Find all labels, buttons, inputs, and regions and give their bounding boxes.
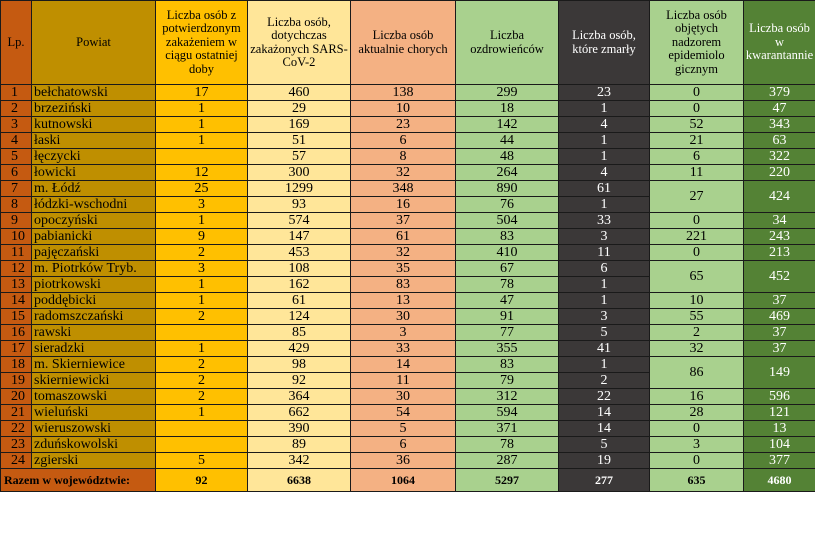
cell-powiat: kutnowski xyxy=(32,117,156,133)
cell-currently-sick: 30 xyxy=(351,309,456,325)
cell-currently-sick: 37 xyxy=(351,213,456,229)
cell-quarantine: 377 xyxy=(744,453,815,469)
cell-total-cases: 51 xyxy=(248,133,351,149)
cell-lp: 23 xyxy=(1,437,32,453)
cell-new-cases: 1 xyxy=(156,133,248,149)
cell-lp: 8 xyxy=(1,197,32,213)
cell-currently-sick: 13 xyxy=(351,293,456,309)
cell-quarantine: 63 xyxy=(744,133,815,149)
cell-deaths: 4 xyxy=(559,117,650,133)
cell-total-cases: 85 xyxy=(248,325,351,341)
cell-deaths: 2 xyxy=(559,373,650,389)
totals-recovered: 5297 xyxy=(456,469,559,492)
cell-deaths: 14 xyxy=(559,405,650,421)
cell-currently-sick: 10 xyxy=(351,101,456,117)
cell-total-cases: 92 xyxy=(248,373,351,389)
totals-deaths: 277 xyxy=(559,469,650,492)
header-recovered: Liczba ozdrowieńców xyxy=(456,1,559,85)
cell-new-cases: 1 xyxy=(156,277,248,293)
cell-lp: 9 xyxy=(1,213,32,229)
cell-currently-sick: 348 xyxy=(351,181,456,197)
cell-new-cases: 3 xyxy=(156,261,248,277)
cell-currently-sick: 5 xyxy=(351,421,456,437)
table-row xyxy=(1,405,815,421)
cell-supervised: 2 xyxy=(650,325,744,341)
cell-new-cases xyxy=(156,437,248,453)
cell-quarantine: 452 xyxy=(744,261,815,293)
cell-powiat: łódzki-wschodni xyxy=(32,197,156,213)
totals-currently-sick: 1064 xyxy=(351,469,456,492)
cell-powiat: piotrkowski xyxy=(32,277,156,293)
cell-lp: 14 xyxy=(1,293,32,309)
cell-total-cases: 1299 xyxy=(248,181,351,197)
cell-deaths: 1 xyxy=(559,101,650,117)
cell-powiat: brzeziński xyxy=(32,101,156,117)
totals-row xyxy=(1,469,815,492)
cell-recovered: 594 xyxy=(456,405,559,421)
cell-quarantine: 469 xyxy=(744,309,815,325)
cell-new-cases: 2 xyxy=(156,309,248,325)
cell-quarantine: 379 xyxy=(744,85,815,101)
cell-lp: 22 xyxy=(1,421,32,437)
cell-supervised: 10 xyxy=(650,293,744,309)
cell-recovered: 78 xyxy=(456,437,559,453)
cell-powiat: poddębicki xyxy=(32,293,156,309)
cell-new-cases: 9 xyxy=(156,229,248,245)
header-currently-sick: Liczba osób aktualnie chorych xyxy=(351,1,456,85)
cell-new-cases: 2 xyxy=(156,245,248,261)
cell-currently-sick: 6 xyxy=(351,133,456,149)
cell-new-cases xyxy=(156,149,248,165)
cell-currently-sick: 35 xyxy=(351,261,456,277)
cell-deaths: 4 xyxy=(559,165,650,181)
cell-new-cases xyxy=(156,325,248,341)
cell-total-cases: 147 xyxy=(248,229,351,245)
cell-quarantine: 104 xyxy=(744,437,815,453)
cell-powiat: łęczycki xyxy=(32,149,156,165)
cell-lp: 16 xyxy=(1,325,32,341)
header-lp: Lp. xyxy=(1,1,32,85)
cell-recovered: 504 xyxy=(456,213,559,229)
table-row xyxy=(1,101,815,117)
cell-deaths: 19 xyxy=(559,453,650,469)
cell-supervised: 0 xyxy=(650,85,744,101)
cell-total-cases: 93 xyxy=(248,197,351,213)
cell-total-cases: 108 xyxy=(248,261,351,277)
cell-deaths: 14 xyxy=(559,421,650,437)
cell-recovered: 77 xyxy=(456,325,559,341)
cell-total-cases: 300 xyxy=(248,165,351,181)
cell-recovered: 44 xyxy=(456,133,559,149)
cell-deaths: 1 xyxy=(559,293,650,309)
cell-supervised: 28 xyxy=(650,405,744,421)
totals-supervised: 635 xyxy=(650,469,744,492)
cell-recovered: 371 xyxy=(456,421,559,437)
cell-supervised: 221 xyxy=(650,229,744,245)
cell-powiat: wieluński xyxy=(32,405,156,421)
cell-lp: 12 xyxy=(1,261,32,277)
cell-currently-sick: 14 xyxy=(351,357,456,373)
cell-recovered: 890 xyxy=(456,181,559,197)
cell-lp: 18 xyxy=(1,357,32,373)
totals-new-cases: 92 xyxy=(156,469,248,492)
cell-recovered: 47 xyxy=(456,293,559,309)
cell-supervised: 86 xyxy=(650,357,744,389)
cell-quarantine: 243 xyxy=(744,229,815,245)
cell-recovered: 79 xyxy=(456,373,559,389)
cell-currently-sick: 32 xyxy=(351,165,456,181)
cell-new-cases xyxy=(156,421,248,437)
cell-supervised: 52 xyxy=(650,117,744,133)
table-row xyxy=(1,133,815,149)
cell-lp: 15 xyxy=(1,309,32,325)
table-row xyxy=(1,165,815,181)
cell-lp: 17 xyxy=(1,341,32,357)
cell-supervised: 6 xyxy=(650,149,744,165)
cell-quarantine: 37 xyxy=(744,341,815,357)
cell-supervised: 32 xyxy=(650,341,744,357)
cell-total-cases: 124 xyxy=(248,309,351,325)
header-row xyxy=(1,1,815,85)
cell-recovered: 67 xyxy=(456,261,559,277)
cell-currently-sick: 6 xyxy=(351,437,456,453)
cell-deaths: 22 xyxy=(559,389,650,405)
cell-new-cases: 1 xyxy=(156,341,248,357)
cell-currently-sick: 8 xyxy=(351,149,456,165)
cell-lp: 19 xyxy=(1,373,32,389)
table-row xyxy=(1,85,815,101)
totals-label: Razem w województwie: xyxy=(1,469,156,492)
cell-powiat: zgierski xyxy=(32,453,156,469)
table-row xyxy=(1,437,815,453)
cell-deaths: 3 xyxy=(559,229,650,245)
cell-total-cases: 29 xyxy=(248,101,351,117)
cell-currently-sick: 11 xyxy=(351,373,456,389)
cell-recovered: 83 xyxy=(456,357,559,373)
table-row xyxy=(1,453,815,469)
cell-recovered: 287 xyxy=(456,453,559,469)
table-row xyxy=(1,261,815,277)
cell-supervised: 55 xyxy=(650,309,744,325)
cell-new-cases: 1 xyxy=(156,101,248,117)
cell-currently-sick: 16 xyxy=(351,197,456,213)
cell-new-cases: 5 xyxy=(156,453,248,469)
cell-powiat: łowicki xyxy=(32,165,156,181)
cell-recovered: 312 xyxy=(456,389,559,405)
cell-recovered: 78 xyxy=(456,277,559,293)
cell-deaths: 33 xyxy=(559,213,650,229)
cell-lp: 21 xyxy=(1,405,32,421)
cell-recovered: 355 xyxy=(456,341,559,357)
cell-recovered: 76 xyxy=(456,197,559,213)
cell-total-cases: 662 xyxy=(248,405,351,421)
table-row xyxy=(1,357,815,373)
cell-total-cases: 169 xyxy=(248,117,351,133)
cell-supervised: 27 xyxy=(650,181,744,213)
cell-total-cases: 390 xyxy=(248,421,351,437)
cell-lp: 24 xyxy=(1,453,32,469)
header-quarantine: Liczba osób w kwarantannie xyxy=(744,1,815,85)
cell-supervised: 65 xyxy=(650,261,744,293)
cell-quarantine: 424 xyxy=(744,181,815,213)
cell-total-cases: 342 xyxy=(248,453,351,469)
cell-supervised: 0 xyxy=(650,213,744,229)
cell-lp: 7 xyxy=(1,181,32,197)
cell-total-cases: 364 xyxy=(248,389,351,405)
cell-deaths: 6 xyxy=(559,261,650,277)
table-row xyxy=(1,325,815,341)
cell-quarantine: 149 xyxy=(744,357,815,389)
cell-lp: 13 xyxy=(1,277,32,293)
cell-supervised: 11 xyxy=(650,165,744,181)
cell-deaths: 5 xyxy=(559,437,650,453)
cell-total-cases: 460 xyxy=(248,85,351,101)
cell-currently-sick: 36 xyxy=(351,453,456,469)
cell-recovered: 48 xyxy=(456,149,559,165)
cell-quarantine: 121 xyxy=(744,405,815,421)
cell-new-cases: 1 xyxy=(156,405,248,421)
cell-new-cases: 12 xyxy=(156,165,248,181)
table-row xyxy=(1,245,815,261)
table-row xyxy=(1,117,815,133)
cell-lp: 20 xyxy=(1,389,32,405)
cell-supervised: 0 xyxy=(650,101,744,117)
cell-total-cases: 61 xyxy=(248,293,351,309)
cell-quarantine: 213 xyxy=(744,245,815,261)
cell-quarantine: 37 xyxy=(744,325,815,341)
table-row xyxy=(1,293,815,309)
cell-deaths: 5 xyxy=(559,325,650,341)
cell-lp: 1 xyxy=(1,85,32,101)
cell-powiat: m. Łódź xyxy=(32,181,156,197)
cell-lp: 5 xyxy=(1,149,32,165)
cell-currently-sick: 61 xyxy=(351,229,456,245)
header-powiat: Powiat xyxy=(32,1,156,85)
cell-quarantine: 343 xyxy=(744,117,815,133)
cell-powiat: łaski xyxy=(32,133,156,149)
cell-new-cases: 1 xyxy=(156,293,248,309)
cell-deaths: 61 xyxy=(559,181,650,197)
table-row xyxy=(1,341,815,357)
cell-powiat: pabianicki xyxy=(32,229,156,245)
cell-recovered: 18 xyxy=(456,101,559,117)
header-supervised: Liczba osób objętych nadzorem epidemiolo gicznym xyxy=(650,1,744,85)
table-row xyxy=(1,181,815,197)
header-deaths: Liczba osób, które zmarły xyxy=(559,1,650,85)
cell-supervised: 0 xyxy=(650,421,744,437)
cell-supervised: 3 xyxy=(650,437,744,453)
totals-total-cases: 6638 xyxy=(248,469,351,492)
cell-quarantine: 13 xyxy=(744,421,815,437)
cell-supervised: 0 xyxy=(650,453,744,469)
cell-powiat: opoczyński xyxy=(32,213,156,229)
cell-lp: 11 xyxy=(1,245,32,261)
cell-powiat: skierniewicki xyxy=(32,373,156,389)
cell-supervised: 0 xyxy=(650,245,744,261)
cell-lp: 6 xyxy=(1,165,32,181)
cell-quarantine: 596 xyxy=(744,389,815,405)
cell-powiat: radomszczański xyxy=(32,309,156,325)
cell-new-cases: 25 xyxy=(156,181,248,197)
cell-lp: 3 xyxy=(1,117,32,133)
cell-deaths: 41 xyxy=(559,341,650,357)
cell-recovered: 299 xyxy=(456,85,559,101)
cell-currently-sick: 23 xyxy=(351,117,456,133)
cell-recovered: 91 xyxy=(456,309,559,325)
cell-powiat: zduńskowolski xyxy=(32,437,156,453)
cell-deaths: 23 xyxy=(559,85,650,101)
cell-new-cases: 1 xyxy=(156,213,248,229)
cell-powiat: m. Skierniewice xyxy=(32,357,156,373)
cell-new-cases: 3 xyxy=(156,197,248,213)
cell-quarantine: 34 xyxy=(744,213,815,229)
cell-quarantine: 220 xyxy=(744,165,815,181)
cell-total-cases: 429 xyxy=(248,341,351,357)
cell-lp: 2 xyxy=(1,101,32,117)
cell-deaths: 1 xyxy=(559,277,650,293)
table-row xyxy=(1,213,815,229)
cell-powiat: bełchatowski xyxy=(32,85,156,101)
cell-total-cases: 57 xyxy=(248,149,351,165)
cell-recovered: 264 xyxy=(456,165,559,181)
table-row xyxy=(1,149,815,165)
cell-supervised: 21 xyxy=(650,133,744,149)
cell-lp: 10 xyxy=(1,229,32,245)
cell-powiat: tomaszowski xyxy=(32,389,156,405)
cell-powiat: wieruszowski xyxy=(32,421,156,437)
cell-currently-sick: 32 xyxy=(351,245,456,261)
table-row xyxy=(1,229,815,245)
cell-quarantine: 37 xyxy=(744,293,815,309)
cell-currently-sick: 3 xyxy=(351,325,456,341)
table-row xyxy=(1,389,815,405)
cell-currently-sick: 30 xyxy=(351,389,456,405)
cell-currently-sick: 33 xyxy=(351,341,456,357)
table-row xyxy=(1,309,815,325)
header-total-cases: Liczba osób, dotychczas zakażonych SARS-CoV-2 xyxy=(248,1,351,85)
cell-new-cases: 17 xyxy=(156,85,248,101)
cell-recovered: 410 xyxy=(456,245,559,261)
cell-new-cases: 2 xyxy=(156,389,248,405)
table-row xyxy=(1,421,815,437)
header-new-cases: Liczba osób z potwierdzonym zakażeniem w ciągu ostatniej doby xyxy=(156,1,248,85)
totals-quarantine: 4680 xyxy=(744,469,815,492)
cell-quarantine: 47 xyxy=(744,101,815,117)
cell-deaths: 3 xyxy=(559,309,650,325)
cell-quarantine: 322 xyxy=(744,149,815,165)
cell-new-cases: 1 xyxy=(156,117,248,133)
cell-supervised: 16 xyxy=(650,389,744,405)
cell-powiat: rawski xyxy=(32,325,156,341)
cell-deaths: 1 xyxy=(559,197,650,213)
cell-total-cases: 98 xyxy=(248,357,351,373)
cell-total-cases: 89 xyxy=(248,437,351,453)
cell-new-cases: 2 xyxy=(156,373,248,389)
cell-total-cases: 453 xyxy=(248,245,351,261)
cell-powiat: sieradzki xyxy=(32,341,156,357)
cell-total-cases: 574 xyxy=(248,213,351,229)
cell-powiat: m. Piotrków Tryb. xyxy=(32,261,156,277)
cell-deaths: 1 xyxy=(559,133,650,149)
cell-currently-sick: 83 xyxy=(351,277,456,293)
cell-currently-sick: 54 xyxy=(351,405,456,421)
cell-recovered: 142 xyxy=(456,117,559,133)
cell-currently-sick: 138 xyxy=(351,85,456,101)
cell-recovered: 83 xyxy=(456,229,559,245)
cell-new-cases: 2 xyxy=(156,357,248,373)
cell-total-cases: 162 xyxy=(248,277,351,293)
cell-powiat: pajęczański xyxy=(32,245,156,261)
cell-deaths: 11 xyxy=(559,245,650,261)
cell-lp: 4 xyxy=(1,133,32,149)
cell-deaths: 1 xyxy=(559,149,650,165)
cell-deaths: 1 xyxy=(559,357,650,373)
